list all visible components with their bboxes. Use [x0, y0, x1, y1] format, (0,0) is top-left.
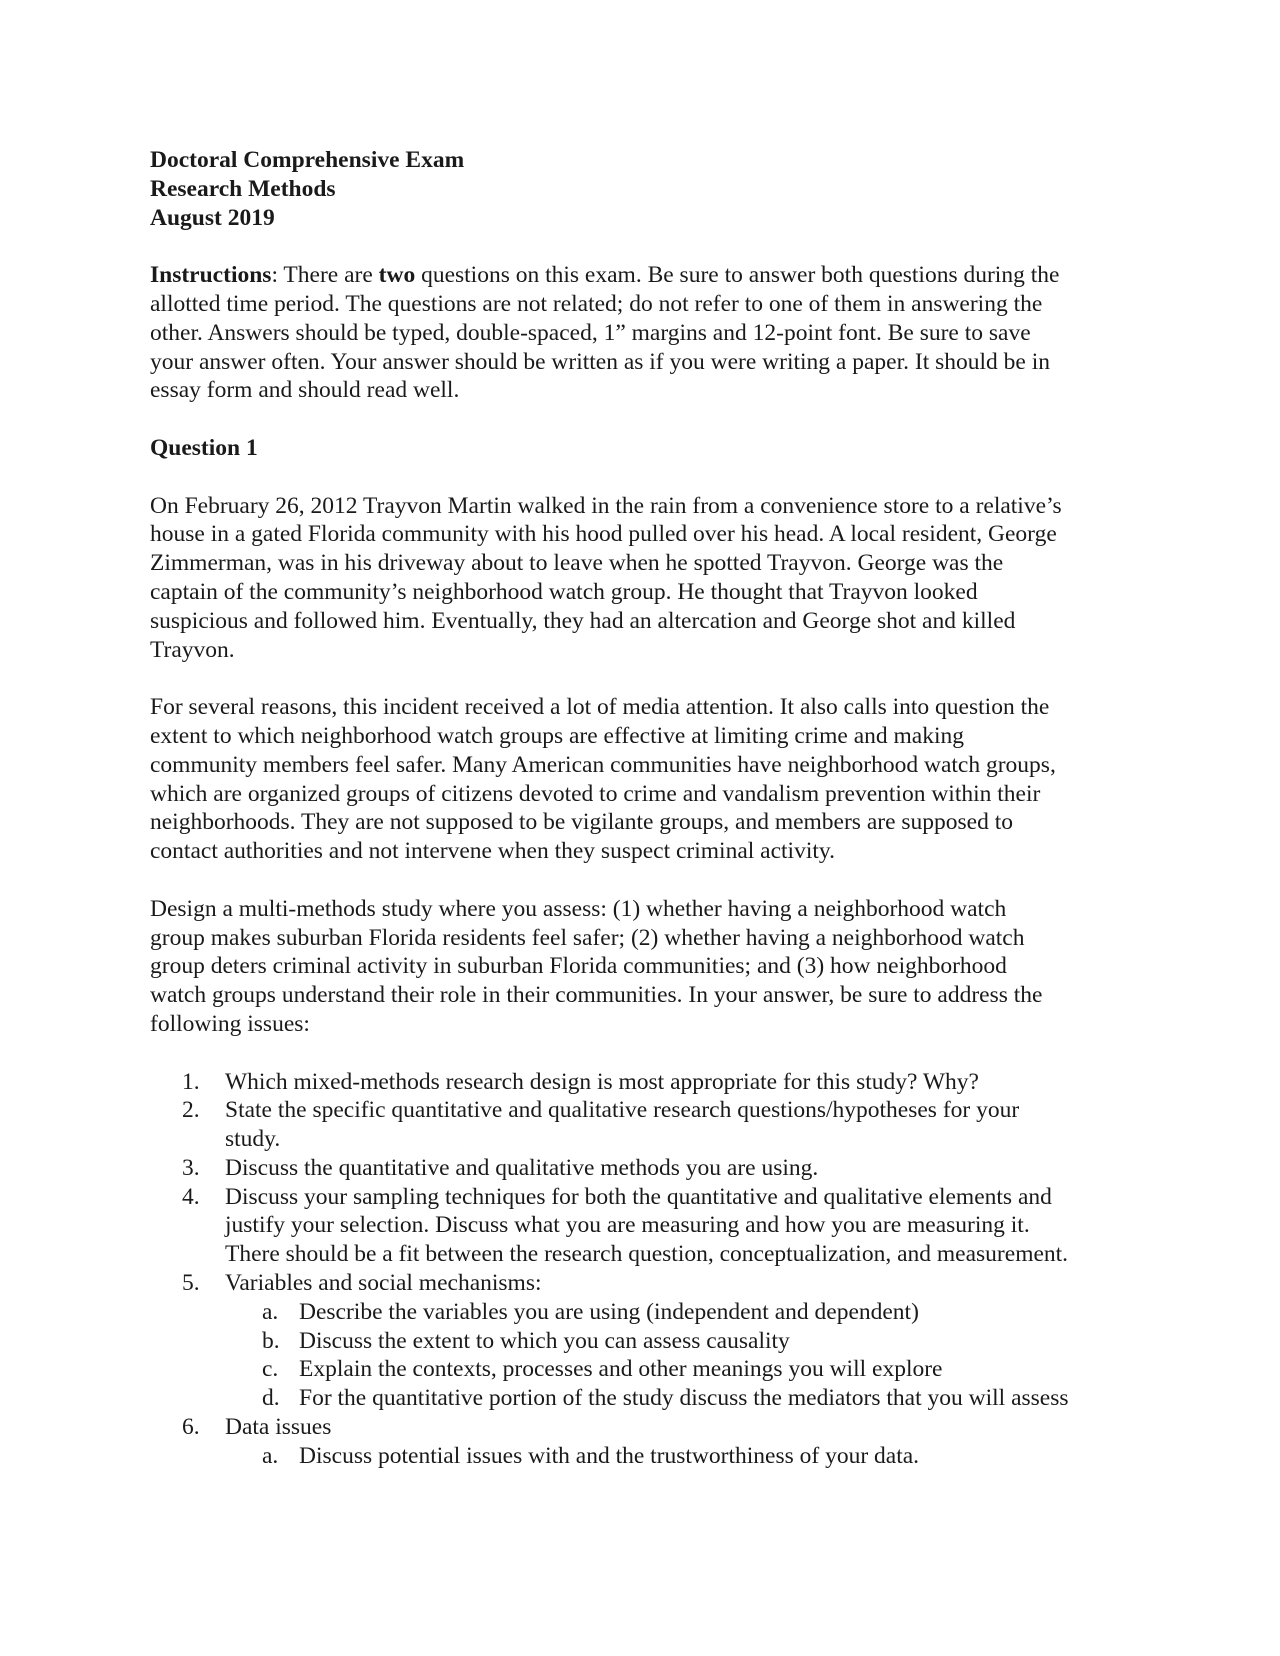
list-item: [150, 1154, 1150, 1183]
list-item: [150, 1096, 1150, 1154]
list-item-number: 2.: [182, 1097, 200, 1124]
question-1-paragraph-1: On February 26, 2012 Trayvon Martin walked in the rain from a convenience store to a relative’s house in a gated Florida community with his hood pulled over his head. A local resident, George Zimmerman, was in his driveway about to leave when he spotted Trayvon. George was the captain of the community’s neighborhood watch group. He thought that Trayvon looked suspicious and followed him. Eventually, they had an altercation and George shot and killed Trayvon.: [150, 492, 1062, 663]
sublist-item: [150, 1327, 1150, 1356]
sublist-item-text: For the quantitative portion of the study discuss the mediators that you will assess: [299, 1385, 1069, 1412]
list-item-text: Discuss the quantitative and qualitative methods you are using.: [225, 1154, 819, 1181]
list-item-text: State the specific quantitative and qualitative research questions/hypotheses for your study.: [225, 1097, 1020, 1153]
list-item: [150, 1068, 1150, 1097]
issues-list: [150, 1068, 1150, 1298]
list-item-number: 6.: [182, 1414, 200, 1441]
item-5-sublist: [150, 1298, 1150, 1413]
list-item-number: 3.: [182, 1154, 200, 1181]
sublist-item: [150, 1355, 1150, 1384]
list-item-number: 1.: [182, 1068, 200, 1095]
item-6-sublist: [150, 1442, 1150, 1471]
sublist-item-letter: c.: [262, 1356, 279, 1383]
sublist-item-text: Discuss the extent to which you can assess causality: [299, 1327, 790, 1354]
list-item: [150, 1413, 1150, 1442]
sublist-item: [150, 1442, 1150, 1471]
list-item-number: 4.: [182, 1183, 200, 1210]
sublist-item-letter: a.: [262, 1298, 279, 1325]
exam-page: [150, 146, 1150, 1471]
sublist-item-text: Describe the variables you are using (independent and dependent): [299, 1298, 919, 1325]
instructions-paragraph: [150, 261, 1150, 405]
list-item-text: Data issues: [225, 1414, 332, 1441]
list-item-text: Discuss your sampling techniques for both the quantitative and qualitative elements and justify your selection. Discuss what you are measuring and how you are measuring it. There should be a fit between the research question, conceptualization, and measurement.: [225, 1183, 1069, 1268]
exam-date: August 2019: [150, 204, 275, 231]
instructions-bold-word: two: [378, 262, 416, 289]
sublist-item-text: Explain the contexts, processes and other meanings you will explore: [299, 1356, 943, 1383]
list-item-number: 5.: [182, 1270, 200, 1297]
sublist-item-text: Discuss potential issues with and the trustworthiness of your data.: [299, 1442, 920, 1469]
sublist-item-letter: d.: [262, 1385, 280, 1412]
issues-list-continued: [150, 1413, 1150, 1442]
question-1-paragraph-3: Design a multi-methods study where you assess: (1) whether having a neighborhood watch group makes suburban Florida residents feel safer; (2) whether having a neighborhood watch group deters criminal activity in suburban Florida communities; and (3) how neighborhood watch groups understand their role in their communities. In your answer, be sure to address the following issues:: [150, 895, 1043, 1037]
sublist-item-letter: b.: [262, 1327, 280, 1354]
instructions-text-2: questions on this exam. Be sure to answer both questions during the allotted time period. The questions are not related; do not refer to one of them in answering the other. Answers should be typed, double-spaced, 1” margins and 12-point font. Be sure to save your answer often. Your answer should be written as if you were writing a paper. It should be in essay form and should read well.: [150, 262, 1060, 404]
sublist-item: [150, 1384, 1150, 1413]
exam-title: Doctoral Comprehensive Exam: [150, 147, 465, 173]
list-item-text: Which mixed-methods research design is most appropriate for this study? Why?: [225, 1068, 979, 1095]
instructions-text-1: : There are: [271, 262, 379, 289]
instructions-label: Instructions: [150, 262, 272, 289]
sublist-item-letter: a.: [262, 1442, 279, 1469]
question-1-title: Question 1: [150, 434, 258, 461]
list-item: [150, 1269, 1150, 1298]
sublist-item: [150, 1298, 1150, 1327]
exam-subject: Research Methods: [150, 175, 336, 202]
question-1-paragraph-2: For several reasons, this incident received a lot of media attention. It also calls into question the extent to which neighborhood watch groups are effective at limiting crime and making community members feel safer. Many American communities have neighborhood watch groups, which are organized groups of citizens devoted to crime and vandalism prevention within their neighborhoods. They are not supposed to be vigilante groups, and members are supposed to contact authorities and not intervene when they suspect criminal activity.: [150, 694, 1056, 865]
list-item: [150, 1183, 1150, 1269]
list-item-text: Variables and social mechanisms:: [225, 1270, 542, 1297]
